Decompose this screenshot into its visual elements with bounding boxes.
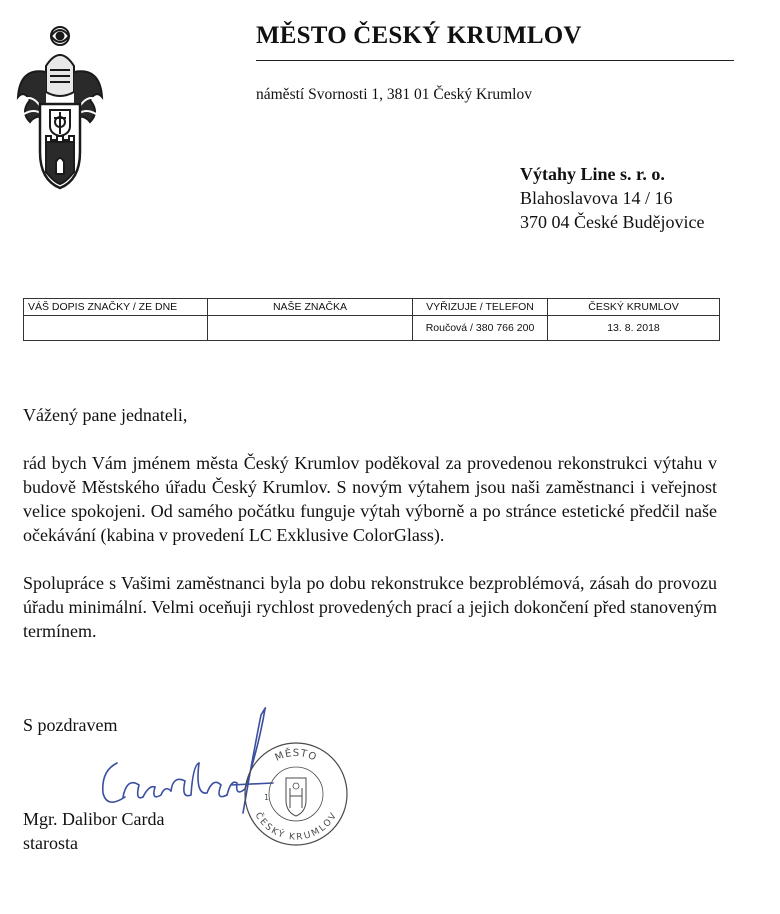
stamp-top-text: MĚSTO	[273, 747, 319, 764]
header-our-ref: NAŠE ZNAČKA	[208, 299, 413, 316]
recipient-address-block	[520, 162, 704, 234]
recipient-name: Výtahy Line s. r. o.	[520, 164, 665, 184]
header-your-ref: VÁŠ DOPIS ZNAČKY / ZE DNE	[24, 299, 208, 316]
reference-table	[23, 298, 720, 341]
signer-title: starosta	[23, 833, 78, 853]
value-date: 13. 8. 2018	[548, 316, 720, 341]
official-stamp	[242, 740, 350, 848]
letter-body	[23, 403, 717, 667]
city-coat-of-arms	[10, 22, 110, 190]
letterhead-city-name: MĚSTO ČESKÝ KRUMLOV	[256, 22, 582, 49]
value-your-ref	[24, 316, 208, 341]
signer-block	[23, 807, 164, 855]
svg-text:ČESKÝ KRUMLOV	[253, 810, 340, 843]
letter-paragraph: rád bych Vám jménem města Český Krumlov poděkoval za provedenou rekonstrukci výtahu v budově Městského úřadu Český Krumlov. S novým výtahem jsou naši zaměstnanci i veřejnost velice spokojeni. Od samého počátku funguje výtah výborně a po stránce estetické předčil naše očekávání (kabina v provedení LC Exklusive ColorGlass).	[23, 453, 717, 545]
header-handled-by: VYŘIZUJE / TELEFON	[413, 299, 548, 316]
letter-salutation: Vážený pane jednateli,	[23, 405, 188, 425]
recipient-city: 370 04 České Budějovice	[520, 212, 705, 232]
svg-text:MĚSTO	[273, 746, 318, 764]
letter-paragraph: Spolupráce s Vašimi zaměstnanci byla po dobu rekonstrukce bezproblémová, zásah do provozu úřadu minimální. Velmi oceňuji rychlost provedených prací a jejich dokončení před stanoveným termínem.	[23, 573, 717, 641]
reference-table-value-row	[24, 316, 720, 341]
value-handled-by: Roučová / 380 766 200	[413, 316, 548, 341]
letter-closing: S pozdravem	[23, 715, 118, 735]
header-place: ČESKÝ KRUMLOV	[548, 299, 720, 316]
stamp-number: 1	[264, 793, 270, 802]
stamp-bottom-text: ČESKÝ KRUMLOV	[252, 810, 340, 843]
letterhead-address: náměstí Svornosti 1, 381 01 Český Krumlov	[256, 86, 532, 103]
recipient-street: Blahoslavova 14 / 16	[520, 188, 673, 208]
value-our-ref	[208, 316, 413, 341]
letterhead-divider	[256, 60, 734, 61]
reference-table-header-row	[24, 299, 720, 316]
signer-name: Mgr. Dalibor Carda	[23, 809, 165, 829]
